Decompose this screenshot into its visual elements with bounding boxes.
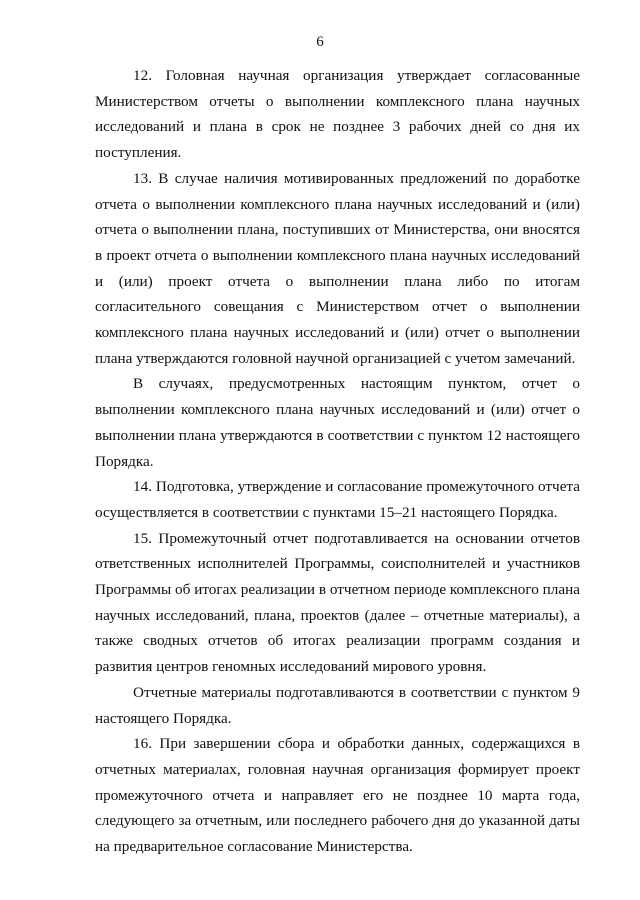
paragraph-15-continuation: Отчетные материалы подготавливаются в соответствии с пунктом 9 настоящего Порядка.	[95, 683, 580, 727]
document-body	[95, 63, 580, 860]
paragraph-13-continuation: В случаях, предусмотренных настоящим пунктом, отчет о выполнении комплексного плана научных исследований и (или) отчет о выполнении плана утверждаются в соответствии с пунктом 12 настоящего Порядка.	[95, 375, 580, 470]
paragraph-16: 16. При завершении сбора и обработки данных, содержащихся в отчетных материалах, головная научная организация формирует проект промежуточного отчета и направляет его не позднее 10 марта года, следующего за отчетным, или последнего рабочего дня до указанной даты на предварительное согласование Министерства.	[95, 735, 580, 856]
page-number: 6	[316, 34, 324, 50]
paragraph-13: 13. В случае наличия мотивированных предложений по доработке отчета о выполнении комплексного плана научных исследований и (или) отчета о выполнении плана, поступивших от Министерства, они вносятся в проект отчета о выполнении комплексного плана научных исследований и (или) проект отчета о выполнении плана либо по итогам согласительного совещания с Министерством отчет о выполнении комплексного плана научных исследований и (или) отчет о выполнении плана утверждаются головной научной организацией с учетом замечаний.	[95, 169, 580, 367]
paragraph-14: 14. Подготовка, утверждение и согласование промежуточного отчета осуществляется в соответствии с пунктами 15–21 настоящего Порядка.	[95, 478, 580, 521]
paragraph-15: 15. Промежуточный отчет подготавливается на основании отчетов ответственных исполнителей Программы, соисполнителей и участников Программы об итогах реализации в отчетном периоде комплексного плана научных исследований, плана, проектов (далее – отчетные материалы), а также сводных отчетов об итогах реализации программ создания и развития центров геномных исследований мирового уровня.	[95, 529, 580, 676]
paragraph-12: 12. Головная научная организация утверждает согласованные Министерством отчеты о выполнении комплексного плана научных исследований и плана в срок не позднее 3 рабочих дней со дня их поступления.	[95, 67, 580, 162]
